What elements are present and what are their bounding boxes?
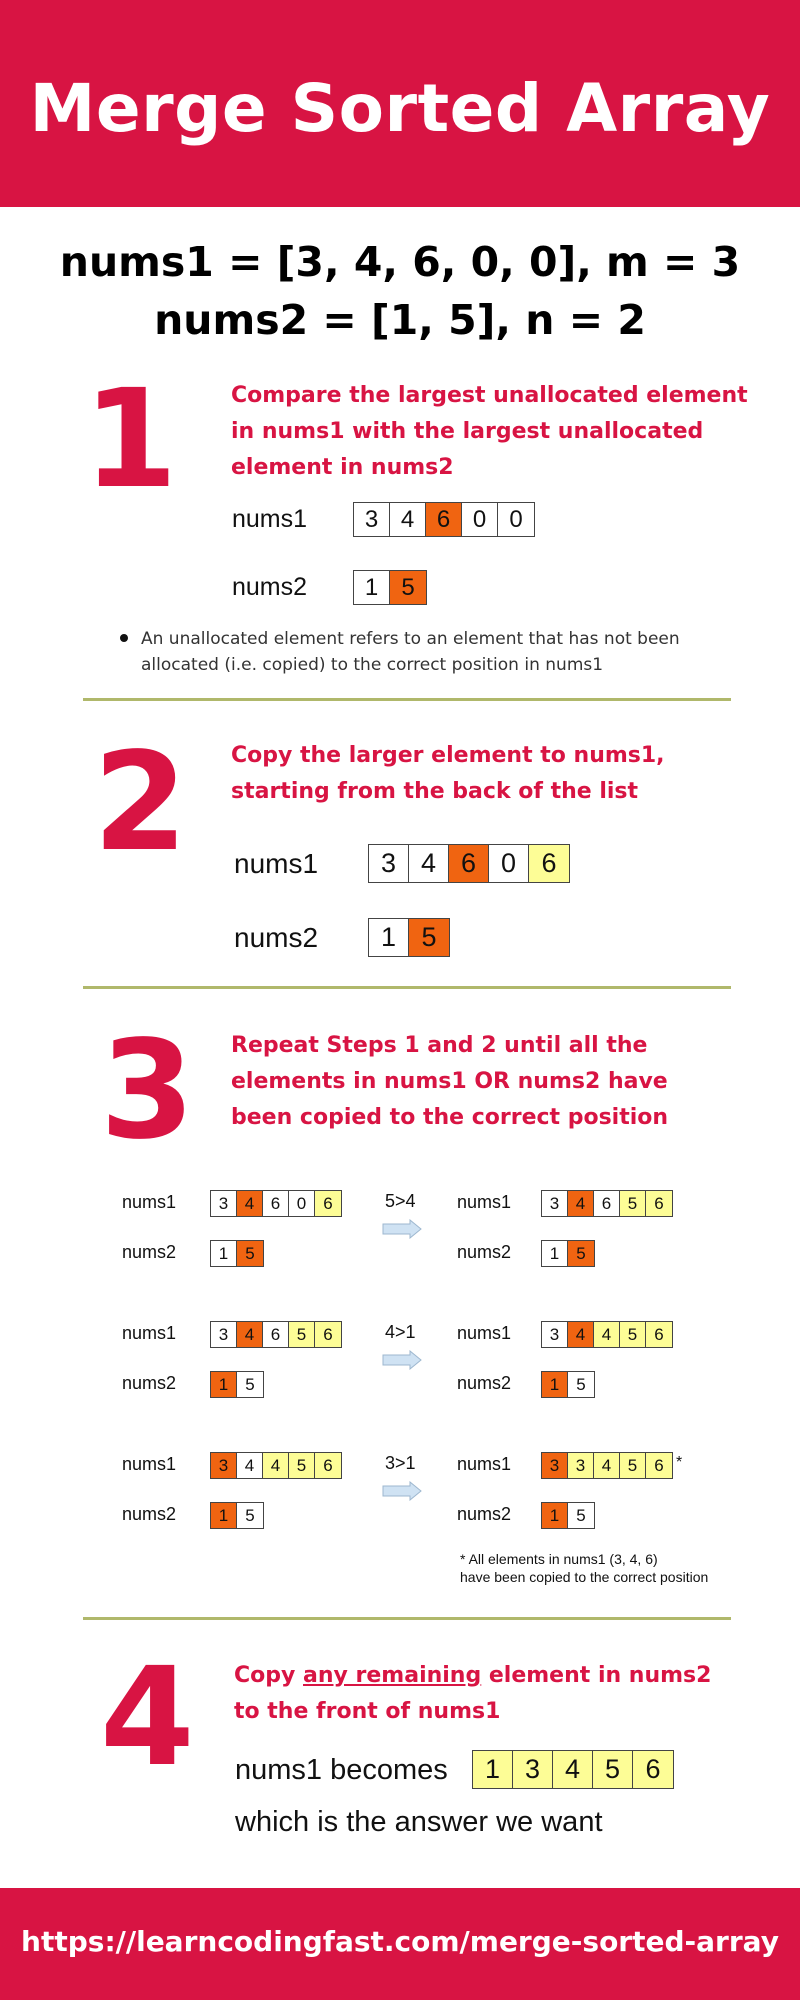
array-cell: 5: [390, 571, 426, 604]
array-cell: 3: [211, 1191, 237, 1216]
array-cell: 6: [426, 503, 462, 536]
array-cell: 4: [237, 1191, 263, 1216]
given-nums2: nums2 = [1, 5], n = 2: [154, 296, 646, 344]
array-cell: 5: [568, 1241, 594, 1266]
array-cell: 5: [620, 1322, 646, 1347]
step-2-nums2-array: [368, 918, 450, 957]
array-cell: 1: [369, 919, 409, 956]
array-cell: 4: [594, 1322, 620, 1347]
array-cell: 6: [646, 1191, 672, 1216]
step-1-nums1-array: [353, 502, 535, 537]
iter-comparison: 4>1: [385, 1322, 416, 1342]
iter-before-nums1-array: [210, 1321, 342, 1348]
array-cell: 1: [211, 1241, 237, 1266]
array-cell: 1: [542, 1372, 568, 1397]
array-cell: 6: [633, 1751, 673, 1788]
array-cell: 1: [542, 1241, 568, 1266]
right-arrow-icon: [382, 1350, 422, 1370]
array-cell: 4: [594, 1453, 620, 1478]
iter-after-nums1-array: [541, 1452, 673, 1479]
array-cell: 1: [211, 1503, 237, 1528]
array-cell: 6: [263, 1322, 289, 1347]
given-nums1: nums1 = [3, 4, 6, 0, 0], m = 3: [59, 238, 741, 286]
iter-after-nums1-label: nums1: [457, 1323, 512, 1343]
array-cell: 1: [542, 1503, 568, 1528]
right-arrow-icon: [382, 1219, 422, 1239]
divider: [83, 1617, 731, 1620]
step-1-nums1-label: nums1: [232, 505, 308, 533]
array-cell: 6: [315, 1191, 341, 1216]
array-cell: 6: [646, 1322, 672, 1347]
iter-after-nums1-label: nums1: [457, 1192, 512, 1212]
iter-before-nums2-label: nums2: [122, 1504, 177, 1524]
iter-before-nums1-label: nums1: [122, 1454, 177, 1474]
iter-after-nums2-label: nums2: [457, 1373, 512, 1393]
array-cell: 4: [409, 845, 449, 882]
array-cell: 5: [289, 1453, 315, 1478]
array-cell: 6: [315, 1322, 341, 1347]
iter-after-nums2-label: nums2: [457, 1504, 512, 1524]
step-1-nums2-array: [353, 570, 427, 605]
array-cell: 5: [237, 1372, 263, 1397]
array-cell: 1: [473, 1751, 513, 1788]
step-3-footnote: [460, 1550, 760, 1586]
iter-before-nums2-array: [210, 1371, 264, 1398]
array-cell: 3: [568, 1453, 594, 1478]
array-cell: 0: [462, 503, 498, 536]
iter-after-nums1-array: [541, 1190, 673, 1217]
step-2-number: 2: [93, 724, 188, 882]
iter-after-nums1-label: nums1: [457, 1454, 512, 1474]
array-cell: 0: [498, 503, 534, 536]
array-cell: 6: [263, 1191, 289, 1216]
array-cell: 4: [237, 1322, 263, 1347]
divider: [83, 986, 731, 989]
step-2-nums1-label: nums1: [234, 848, 319, 879]
step-2-nums2-label: nums2: [234, 922, 319, 953]
array-cell: 5: [289, 1322, 315, 1347]
iter-after-nums2-array: [541, 1502, 595, 1529]
iter-after-nums1-array: [541, 1321, 673, 1348]
array-cell: 5: [237, 1241, 263, 1266]
array-cell: 4: [568, 1191, 594, 1216]
array-cell: 3: [211, 1322, 237, 1347]
right-arrow-icon: [382, 1481, 422, 1501]
array-cell: 6: [315, 1453, 341, 1478]
array-cell: 3: [354, 503, 390, 536]
step-1-nums2-label: nums2: [232, 573, 308, 601]
answer-text: which is the answer we want: [235, 1806, 603, 1838]
step-3-heading: Repeat Steps 1 and 2 until all the elements in nums1 OR nums2 have been copied to the correct position: [231, 1033, 669, 1130]
header-banner: [0, 0, 800, 207]
footer-url: https://learncodingfast.com/merge-sorted-array: [21, 1925, 779, 1958]
array-cell: 3: [369, 845, 409, 882]
iter-before-nums2-label: nums2: [122, 1373, 177, 1393]
result-array: [472, 1750, 674, 1789]
array-cell: 4: [568, 1322, 594, 1347]
iter-before-nums2-array: [210, 1502, 264, 1529]
array-cell: 1: [354, 571, 390, 604]
array-cell: 5: [237, 1503, 263, 1528]
nums1-becomes-label: nums1 becomes: [235, 1754, 448, 1786]
divider: [83, 698, 731, 701]
array-cell: 6: [594, 1191, 620, 1216]
step-4-number: 4: [100, 1639, 195, 1797]
array-cell: 3: [542, 1191, 568, 1216]
array-cell: 0: [489, 845, 529, 882]
iter-before-nums2-label: nums2: [122, 1242, 177, 1262]
iter-before-nums1-array: [210, 1190, 342, 1217]
iter-after-nums2-label: nums2: [457, 1242, 512, 1262]
array-cell: 3: [211, 1453, 237, 1478]
step-1-note: An unallocated element refers to an element that has not been allocated (i.e. copied) to the correct position in nums1: [141, 629, 680, 675]
footnote-line-1: * All elements in nums1 (3, 4, 6): [460, 1551, 658, 1567]
array-cell: 5: [568, 1503, 594, 1528]
footnote-marker: *: [676, 1454, 683, 1471]
step-2-heading: Copy the larger element to nums1, starting from the back of the list: [231, 743, 665, 804]
note-bullet: [120, 634, 128, 642]
step-4-heading-post: element in nums2 to the front of nums1: [234, 1663, 712, 1724]
array-cell: 6: [529, 845, 569, 882]
iter-after-nums2-array: [541, 1371, 595, 1398]
step-4-heading-underlined: any remaining: [303, 1663, 482, 1688]
array-cell: 4: [553, 1751, 593, 1788]
array-cell: 5: [620, 1453, 646, 1478]
array-cell: 4: [237, 1453, 263, 1478]
step-1-heading: Compare the largest unallocated element in nums1 with the largest unallocated element in nums2: [231, 383, 748, 480]
step-1-number: 1: [83, 361, 178, 519]
array-cell: 1: [211, 1372, 237, 1397]
array-cell: 6: [449, 845, 489, 882]
iter-before-nums1-label: nums1: [122, 1192, 177, 1212]
footer-banner: [0, 1888, 800, 2000]
iter-before-nums1-label: nums1: [122, 1323, 177, 1343]
iter-before-nums2-array: [210, 1240, 264, 1267]
array-cell: 5: [620, 1191, 646, 1216]
array-cell: 6: [646, 1453, 672, 1478]
iter-after-nums2-array: [541, 1240, 595, 1267]
array-cell: 4: [390, 503, 426, 536]
step-3-number: 3: [100, 1012, 195, 1170]
array-cell: 4: [263, 1453, 289, 1478]
iter-comparison: 3>1: [385, 1453, 416, 1473]
iter-before-nums1-array: [210, 1452, 342, 1479]
step-4-heading-pre: Copy: [234, 1663, 304, 1688]
array-cell: 3: [542, 1453, 568, 1478]
footnote-line-2: have been copied to the correct position: [460, 1569, 709, 1585]
array-cell: 0: [289, 1191, 315, 1216]
array-cell: 5: [409, 919, 449, 956]
step-4-heading: [234, 1658, 734, 1730]
array-cell: 5: [568, 1372, 594, 1397]
array-cell: 3: [542, 1322, 568, 1347]
iter-comparison: 5>4: [385, 1191, 416, 1211]
step-2-nums1-array: [368, 844, 570, 883]
array-cell: 5: [593, 1751, 633, 1788]
page-title: Merge Sorted Array: [29, 70, 771, 147]
array-cell: 3: [513, 1751, 553, 1788]
